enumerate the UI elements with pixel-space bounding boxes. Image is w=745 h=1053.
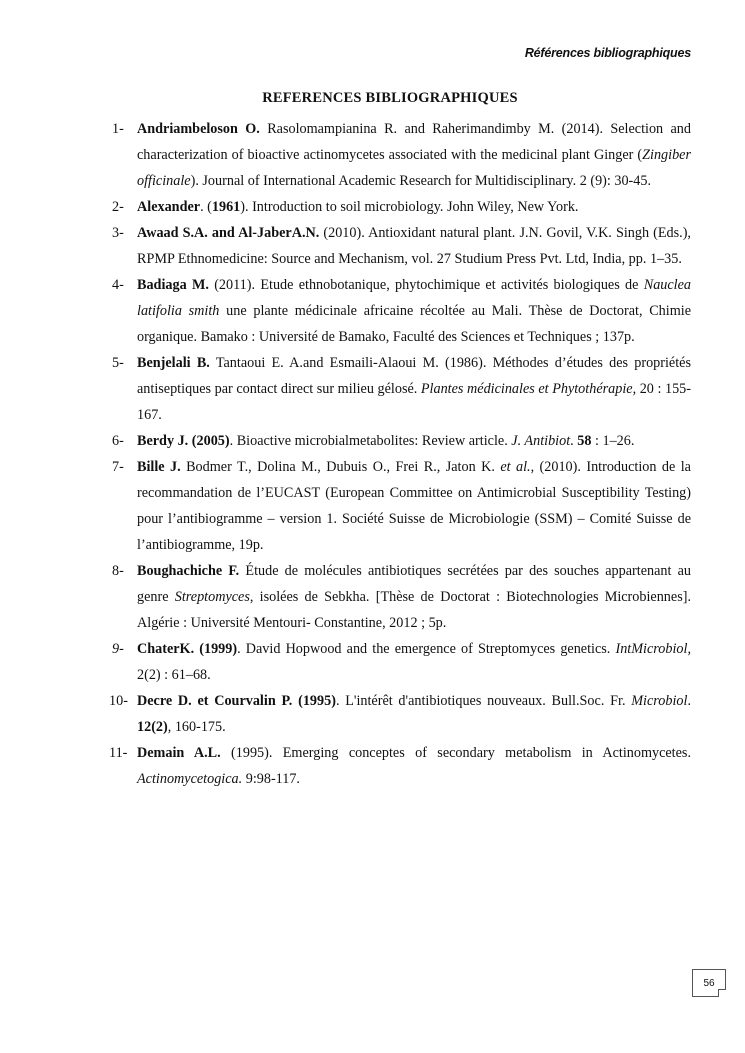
reference-item: 4- Badiaga M. (2011). Etude ethnobotanique, phytochimique et activités biologiques de Nauclea latifolia smith une plante médicinale africaine récoltée au Mali. Thèse de Doctorat, Chimie organique. Bamako : Université de Bamako, Faculté des Sciences et Techniques ; 137p. <box>112 272 691 350</box>
reference-number: 3- <box>112 225 124 241</box>
reference-number: 5- <box>112 355 124 371</box>
reference-number: 4- <box>112 277 124 293</box>
reference-item: 10- Decre D. et Courvalin P. (1995). L'intérêt d'antibiotiques nouveaux. Bull.Soc. Fr. Microbiol. 12(2), 160-175. <box>112 688 691 740</box>
reference-author: Bille J. <box>137 459 181 475</box>
reference-author: Alexander <box>137 199 201 215</box>
reference-number: 7- <box>112 459 124 475</box>
reference-item: 11- Demain A.L. (1995). Emerging conceptes of secondary metabolism in Actinomycetes. Actinomycetogica. 9:98-117. <box>112 740 691 792</box>
reference-item: 7- Bille J. Bodmer T., Dolina M., Dubuis O., Frei R., Jaton K. et al., (2010). Introduction de la recommandation de l’EUCAST (European Committee on Antimicrobial Susceptibility Testing) pour l’antibiogramme – version 1. Société Suisse de Microbiologie (SSM) – Comité Suisse de l’antibiogramme, 19p. <box>112 454 691 558</box>
reference-author: Demain A.L. <box>137 745 221 761</box>
reference-author: ChaterK. <box>137 641 195 657</box>
reference-author: Badiaga M. <box>137 277 209 293</box>
reference-author: Andriambeloson O. <box>137 121 260 137</box>
running-header: Références bibliographiques <box>524 46 691 60</box>
reference-list <box>109 116 692 792</box>
reference-number: 2- <box>112 199 124 215</box>
reference-item: 6- Berdy J. (2005). Bioactive microbialmetabolites: Review article. J. Antibiot. 58 : 1–26. <box>112 428 691 454</box>
reference-number: 9- <box>112 641 124 657</box>
reference-item: 1- Andriambeloson O. Rasolomampianina R. and Raherimandimby M. (2014). Selection and characterization of bioactive actinomycetes associated with the medicinal plant Ginger (Zingiber officinale). Journal of International Academic Research for Multidisciplinary. 2 (9): 30-45. <box>112 116 691 194</box>
reference-item: 2- Alexander. (1961). Introduction to soil microbiology. John Wiley, New York. <box>112 194 691 220</box>
reference-author: Awaad S.A. and Al-JaberA.N. <box>137 225 320 241</box>
reference-author: Boughachiche F. <box>137 563 240 579</box>
page-number: 56 <box>692 969 726 997</box>
reference-item: 9- ChaterK. (1999). David Hopwood and the emergence of Streptomyces genetics. IntMicrobiol, 2(2) : 61–68. <box>112 636 691 688</box>
reference-number: 6- <box>112 433 124 449</box>
reference-author: Berdy J. (2005) <box>137 433 230 449</box>
reference-number: 11- <box>109 745 128 761</box>
reference-author: Decre D. et Courvalin P. <box>137 693 293 709</box>
reference-item: 8- Boughachiche F. Étude de molécules antibiotiques secrétées par des souches appartenant au genre Streptomyces, isolées de Sebkha. [Thèse de Doctorat : Biotechnologies Microbiennes]. Algérie : Université Mentouri- Constantine, 2012 ; 5p. <box>112 558 691 636</box>
reference-author: Benjelali B. <box>137 355 210 371</box>
reference-number: 1- <box>112 121 124 137</box>
reference-item: 3- Awaad S.A. and Al-JaberA.N. (2010). Antioxidant natural plant. J.N. Govil, V.K. Singh (Eds.), RPMP Ethnomedicine: Source and Mechanism, vol. 27 Studium Press Pvt. Ltd, India, pp. 1–35. <box>112 220 691 272</box>
reference-number: 10- <box>109 693 128 709</box>
reference-number: 8- <box>112 563 124 579</box>
page-title: REFERENCES BIBLIOGRAPHIQUES <box>262 90 518 106</box>
reference-item: 5- Benjelali B. Tantaoui E. A.and Esmaili-Alaoui M. (1986). Méthodes d’études des propriétés antiseptiques par contact direct sur milieu gélosé. Plantes médicinales et Phytothérapie, 20 : 155-167. <box>112 350 691 428</box>
